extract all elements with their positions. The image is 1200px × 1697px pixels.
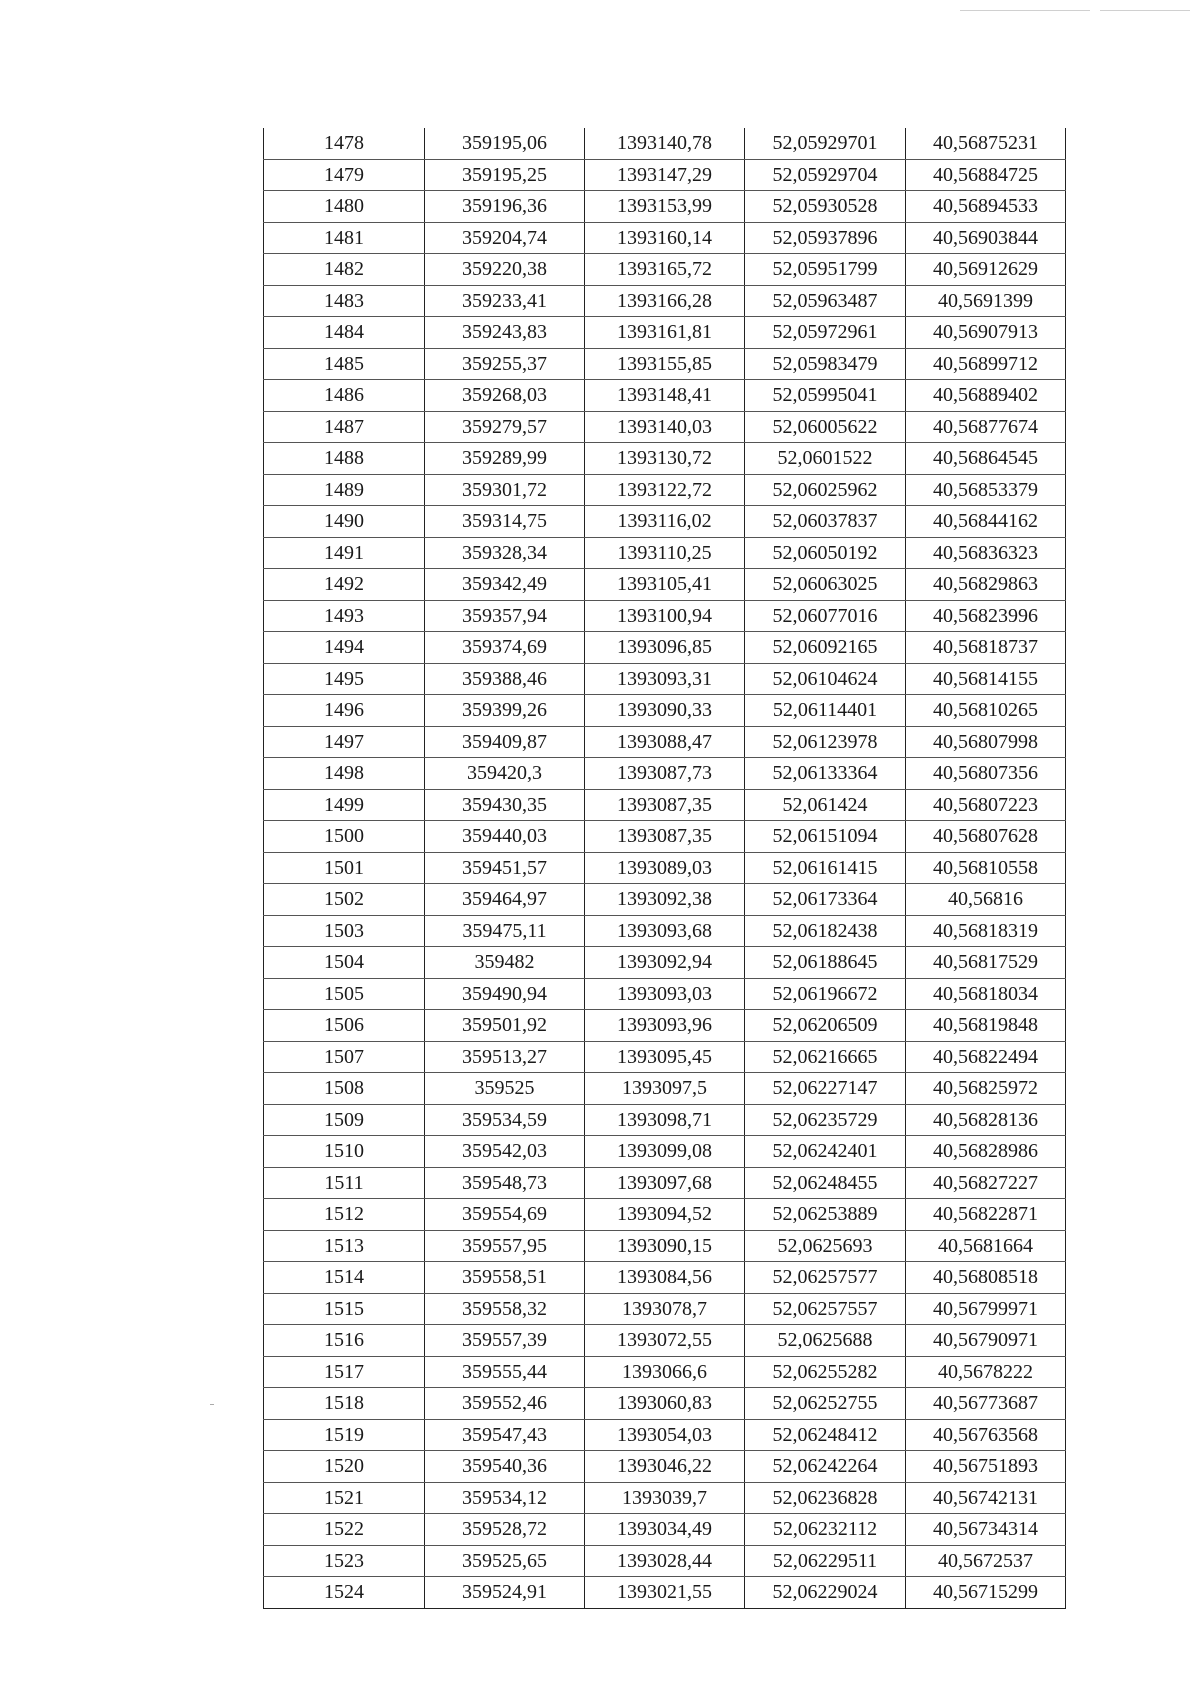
point-number-cell: 1507 <box>264 1041 425 1073</box>
x-coordinate-cell: 359268,03 <box>425 380 585 412</box>
point-number-cell: 1489 <box>264 474 425 506</box>
latitude-cell: 52,06242401 <box>745 1136 906 1168</box>
table-row <box>264 600 1066 632</box>
latitude-cell: 52,06257557 <box>745 1293 906 1325</box>
longitude-cell: 40,56844162 <box>906 506 1066 538</box>
x-coordinate-cell: 359255,37 <box>425 348 585 380</box>
latitude-cell: 52,06025962 <box>745 474 906 506</box>
point-number-cell: 1493 <box>264 600 425 632</box>
latitude-cell: 52,06114401 <box>745 695 906 727</box>
x-coordinate-cell: 359464,97 <box>425 884 585 916</box>
longitude-cell: 40,56894533 <box>906 191 1066 223</box>
y-coordinate-cell: 1393046,22 <box>585 1451 745 1483</box>
latitude-cell: 52,06236828 <box>745 1482 906 1514</box>
longitude-cell: 40,56829863 <box>906 569 1066 601</box>
latitude-cell: 52,06133364 <box>745 758 906 790</box>
x-coordinate-cell: 359399,26 <box>425 695 585 727</box>
table-row <box>264 663 1066 695</box>
longitude-cell: 40,5678222 <box>906 1356 1066 1388</box>
x-coordinate-cell: 359540,36 <box>425 1451 585 1483</box>
longitude-cell: 40,56751893 <box>906 1451 1066 1483</box>
x-coordinate-cell: 359475,11 <box>425 915 585 947</box>
y-coordinate-cell: 1393100,94 <box>585 600 745 632</box>
y-coordinate-cell: 1393060,83 <box>585 1388 745 1420</box>
point-number-cell: 1503 <box>264 915 425 947</box>
table-row <box>264 443 1066 475</box>
longitude-cell: 40,56889402 <box>906 380 1066 412</box>
point-number-cell: 1485 <box>264 348 425 380</box>
y-coordinate-cell: 1393096,85 <box>585 632 745 664</box>
longitude-cell: 40,56823996 <box>906 600 1066 632</box>
point-number-cell: 1513 <box>264 1230 425 1262</box>
point-number-cell: 1506 <box>264 1010 425 1042</box>
y-coordinate-cell: 1393054,03 <box>585 1419 745 1451</box>
table-row <box>264 1514 1066 1546</box>
longitude-cell: 40,56810558 <box>906 852 1066 884</box>
y-coordinate-cell: 1393099,08 <box>585 1136 745 1168</box>
x-coordinate-cell: 359552,46 <box>425 1388 585 1420</box>
point-number-cell: 1510 <box>264 1136 425 1168</box>
latitude-cell: 52,06196672 <box>745 978 906 1010</box>
x-coordinate-cell: 359314,75 <box>425 506 585 538</box>
latitude-cell: 52,06188645 <box>745 947 906 979</box>
x-coordinate-cell: 359196,36 <box>425 191 585 223</box>
table-row <box>264 1451 1066 1483</box>
point-number-cell: 1491 <box>264 537 425 569</box>
point-number-cell: 1496 <box>264 695 425 727</box>
x-coordinate-cell: 359374,69 <box>425 632 585 664</box>
point-number-cell: 1504 <box>264 947 425 979</box>
longitude-cell: 40,56817529 <box>906 947 1066 979</box>
latitude-cell: 52,06227147 <box>745 1073 906 1105</box>
table-row <box>264 1293 1066 1325</box>
y-coordinate-cell: 1393093,31 <box>585 663 745 695</box>
latitude-cell: 52,06182438 <box>745 915 906 947</box>
table-row <box>264 852 1066 884</box>
point-number-cell: 1498 <box>264 758 425 790</box>
longitude-cell: 40,56715299 <box>906 1577 1066 1609</box>
longitude-cell: 40,56790971 <box>906 1325 1066 1357</box>
longitude-cell: 40,5681664 <box>906 1230 1066 1262</box>
latitude-cell: 52,05972961 <box>745 317 906 349</box>
y-coordinate-cell: 1393028,44 <box>585 1545 745 1577</box>
latitude-cell: 52,05930528 <box>745 191 906 223</box>
latitude-cell: 52,06248412 <box>745 1419 906 1451</box>
latitude-cell: 52,06252755 <box>745 1388 906 1420</box>
table-row <box>264 380 1066 412</box>
point-number-cell: 1495 <box>264 663 425 695</box>
longitude-cell: 40,56807356 <box>906 758 1066 790</box>
point-number-cell: 1509 <box>264 1104 425 1136</box>
point-number-cell: 1519 <box>264 1419 425 1451</box>
latitude-cell: 52,061424 <box>745 789 906 821</box>
table-row <box>264 1356 1066 1388</box>
longitude-cell: 40,56912629 <box>906 254 1066 286</box>
y-coordinate-cell: 1393095,45 <box>585 1041 745 1073</box>
point-number-cell: 1500 <box>264 821 425 853</box>
x-coordinate-cell: 359243,83 <box>425 317 585 349</box>
longitude-cell: 40,56884725 <box>906 159 1066 191</box>
longitude-cell: 40,5691399 <box>906 285 1066 317</box>
y-coordinate-cell: 1393110,25 <box>585 537 745 569</box>
y-coordinate-cell: 1393116,02 <box>585 506 745 538</box>
y-coordinate-cell: 1393034,49 <box>585 1514 745 1546</box>
point-number-cell: 1494 <box>264 632 425 664</box>
point-number-cell: 1480 <box>264 191 425 223</box>
x-coordinate-cell: 359195,25 <box>425 159 585 191</box>
longitude-cell: 40,56810265 <box>906 695 1066 727</box>
point-number-cell: 1487 <box>264 411 425 443</box>
coordinates-table <box>263 128 1066 1609</box>
table-row <box>264 1010 1066 1042</box>
point-number-cell: 1497 <box>264 726 425 758</box>
x-coordinate-cell: 359409,87 <box>425 726 585 758</box>
longitude-cell: 40,56742131 <box>906 1482 1066 1514</box>
table-row <box>264 632 1066 664</box>
latitude-cell: 52,06253889 <box>745 1199 906 1231</box>
latitude-cell: 52,05995041 <box>745 380 906 412</box>
x-coordinate-cell: 359204,74 <box>425 222 585 254</box>
table-row <box>264 411 1066 443</box>
table-row <box>264 317 1066 349</box>
longitude-cell: 40,56828986 <box>906 1136 1066 1168</box>
point-number-cell: 1514 <box>264 1262 425 1294</box>
longitude-cell: 40,56907913 <box>906 317 1066 349</box>
longitude-cell: 40,56818737 <box>906 632 1066 664</box>
longitude-cell: 40,56807628 <box>906 821 1066 853</box>
y-coordinate-cell: 1393140,78 <box>585 128 745 159</box>
y-coordinate-cell: 1393140,03 <box>585 411 745 443</box>
point-number-cell: 1501 <box>264 852 425 884</box>
x-coordinate-cell: 359525,65 <box>425 1545 585 1577</box>
y-coordinate-cell: 1393039,7 <box>585 1482 745 1514</box>
latitude-cell: 52,06206509 <box>745 1010 906 1042</box>
y-coordinate-cell: 1393153,99 <box>585 191 745 223</box>
x-coordinate-cell: 359490,94 <box>425 978 585 1010</box>
table-row <box>264 1482 1066 1514</box>
latitude-cell: 52,06229024 <box>745 1577 906 1609</box>
table-row <box>264 1230 1066 1262</box>
longitude-cell: 40,56822871 <box>906 1199 1066 1231</box>
latitude-cell: 52,05983479 <box>745 348 906 380</box>
table-row <box>264 1136 1066 1168</box>
point-number-cell: 1508 <box>264 1073 425 1105</box>
latitude-cell: 52,05929701 <box>745 128 906 159</box>
point-number-cell: 1478 <box>264 128 425 159</box>
point-number-cell: 1499 <box>264 789 425 821</box>
longitude-cell: 40,56836323 <box>906 537 1066 569</box>
table-row <box>264 726 1066 758</box>
longitude-cell: 40,56822494 <box>906 1041 1066 1073</box>
table-row <box>264 506 1066 538</box>
point-number-cell: 1512 <box>264 1199 425 1231</box>
y-coordinate-cell: 1393090,15 <box>585 1230 745 1262</box>
x-coordinate-cell: 359554,69 <box>425 1199 585 1231</box>
scan-artifact-line <box>960 10 1090 11</box>
table-row <box>264 789 1066 821</box>
point-number-cell: 1521 <box>264 1482 425 1514</box>
x-coordinate-cell: 359430,35 <box>425 789 585 821</box>
point-number-cell: 1484 <box>264 317 425 349</box>
table-row <box>264 537 1066 569</box>
point-number-cell: 1481 <box>264 222 425 254</box>
x-coordinate-cell: 359558,51 <box>425 1262 585 1294</box>
x-coordinate-cell: 359420,3 <box>425 758 585 790</box>
table-row <box>264 1199 1066 1231</box>
x-coordinate-cell: 359342,49 <box>425 569 585 601</box>
latitude-cell: 52,06077016 <box>745 600 906 632</box>
longitude-cell: 40,56807223 <box>906 789 1066 821</box>
point-number-cell: 1522 <box>264 1514 425 1546</box>
latitude-cell: 52,06235729 <box>745 1104 906 1136</box>
x-coordinate-cell: 359279,57 <box>425 411 585 443</box>
longitude-cell: 40,56819848 <box>906 1010 1066 1042</box>
table-row <box>264 222 1066 254</box>
y-coordinate-cell: 1393093,68 <box>585 915 745 947</box>
point-number-cell: 1518 <box>264 1388 425 1420</box>
y-coordinate-cell: 1393087,35 <box>585 821 745 853</box>
scan-artifact-line <box>1100 10 1190 11</box>
y-coordinate-cell: 1393087,73 <box>585 758 745 790</box>
latitude-cell: 52,06255282 <box>745 1356 906 1388</box>
y-coordinate-cell: 1393160,14 <box>585 222 745 254</box>
x-coordinate-cell: 359357,94 <box>425 600 585 632</box>
latitude-cell: 52,05963487 <box>745 285 906 317</box>
table-row <box>264 191 1066 223</box>
table-row <box>264 1325 1066 1357</box>
point-number-cell: 1517 <box>264 1356 425 1388</box>
latitude-cell: 52,06063025 <box>745 569 906 601</box>
x-coordinate-cell: 359558,32 <box>425 1293 585 1325</box>
latitude-cell: 52,06104624 <box>745 663 906 695</box>
latitude-cell: 52,06248455 <box>745 1167 906 1199</box>
latitude-cell: 52,06037837 <box>745 506 906 538</box>
y-coordinate-cell: 1393155,85 <box>585 348 745 380</box>
y-coordinate-cell: 1393021,55 <box>585 1577 745 1609</box>
x-coordinate-cell: 359233,41 <box>425 285 585 317</box>
latitude-cell: 52,06005622 <box>745 411 906 443</box>
longitude-cell: 40,56799971 <box>906 1293 1066 1325</box>
table-row <box>264 1073 1066 1105</box>
latitude-cell: 52,06216665 <box>745 1041 906 1073</box>
y-coordinate-cell: 1393093,96 <box>585 1010 745 1042</box>
table-row <box>264 285 1066 317</box>
table-row <box>264 1545 1066 1577</box>
table-row <box>264 569 1066 601</box>
x-coordinate-cell: 359525 <box>425 1073 585 1105</box>
table-row <box>264 695 1066 727</box>
x-coordinate-cell: 359534,59 <box>425 1104 585 1136</box>
y-coordinate-cell: 1393097,5 <box>585 1073 745 1105</box>
longitude-cell: 40,56773687 <box>906 1388 1066 1420</box>
x-coordinate-cell: 359557,95 <box>425 1230 585 1262</box>
x-coordinate-cell: 359289,99 <box>425 443 585 475</box>
table-row <box>264 254 1066 286</box>
latitude-cell: 52,0601522 <box>745 443 906 475</box>
y-coordinate-cell: 1393088,47 <box>585 726 745 758</box>
x-coordinate-cell: 359501,92 <box>425 1010 585 1042</box>
x-coordinate-cell: 359557,39 <box>425 1325 585 1357</box>
y-coordinate-cell: 1393130,72 <box>585 443 745 475</box>
x-coordinate-cell: 359528,72 <box>425 1514 585 1546</box>
table-row <box>264 128 1066 159</box>
longitude-cell: 40,56763568 <box>906 1419 1066 1451</box>
table-row <box>264 978 1066 1010</box>
point-number-cell: 1502 <box>264 884 425 916</box>
y-coordinate-cell: 1393092,94 <box>585 947 745 979</box>
x-coordinate-cell: 359328,34 <box>425 537 585 569</box>
table-row <box>264 1388 1066 1420</box>
longitude-cell: 40,56734314 <box>906 1514 1066 1546</box>
latitude-cell: 52,0625688 <box>745 1325 906 1357</box>
x-coordinate-cell: 359547,43 <box>425 1419 585 1451</box>
longitude-cell: 40,56814155 <box>906 663 1066 695</box>
x-coordinate-cell: 359301,72 <box>425 474 585 506</box>
table-row <box>264 884 1066 916</box>
point-number-cell: 1505 <box>264 978 425 1010</box>
x-coordinate-cell: 359440,03 <box>425 821 585 853</box>
y-coordinate-cell: 1393093,03 <box>585 978 745 1010</box>
y-coordinate-cell: 1393090,33 <box>585 695 745 727</box>
latitude-cell: 52,05951799 <box>745 254 906 286</box>
point-number-cell: 1515 <box>264 1293 425 1325</box>
x-coordinate-cell: 359534,12 <box>425 1482 585 1514</box>
longitude-cell: 40,56875231 <box>906 128 1066 159</box>
longitude-cell: 40,56807998 <box>906 726 1066 758</box>
latitude-cell: 52,06232112 <box>745 1514 906 1546</box>
longitude-cell: 40,56877674 <box>906 411 1066 443</box>
y-coordinate-cell: 1393161,81 <box>585 317 745 349</box>
y-coordinate-cell: 1393147,29 <box>585 159 745 191</box>
x-coordinate-cell: 359548,73 <box>425 1167 585 1199</box>
table-row <box>264 1104 1066 1136</box>
longitude-cell: 40,56853379 <box>906 474 1066 506</box>
latitude-cell: 52,06173364 <box>745 884 906 916</box>
longitude-cell: 40,56899712 <box>906 348 1066 380</box>
longitude-cell: 40,56808518 <box>906 1262 1066 1294</box>
latitude-cell: 52,06123978 <box>745 726 906 758</box>
latitude-cell: 52,05929704 <box>745 159 906 191</box>
x-coordinate-cell: 359542,03 <box>425 1136 585 1168</box>
latitude-cell: 52,06092165 <box>745 632 906 664</box>
longitude-cell: 40,56818319 <box>906 915 1066 947</box>
latitude-cell: 52,06151094 <box>745 821 906 853</box>
table-row <box>264 915 1066 947</box>
point-number-cell: 1486 <box>264 380 425 412</box>
coordinates-table-body <box>264 128 1066 1608</box>
point-number-cell: 1488 <box>264 443 425 475</box>
y-coordinate-cell: 1393094,52 <box>585 1199 745 1231</box>
x-coordinate-cell: 359513,27 <box>425 1041 585 1073</box>
table-row <box>264 947 1066 979</box>
table-row <box>264 1262 1066 1294</box>
latitude-cell: 52,06229511 <box>745 1545 906 1577</box>
x-coordinate-cell: 359388,46 <box>425 663 585 695</box>
x-coordinate-cell: 359524,91 <box>425 1577 585 1609</box>
x-coordinate-cell: 359482 <box>425 947 585 979</box>
y-coordinate-cell: 1393098,71 <box>585 1104 745 1136</box>
x-coordinate-cell: 359555,44 <box>425 1356 585 1388</box>
table-row <box>264 1577 1066 1609</box>
table-row <box>264 758 1066 790</box>
point-number-cell: 1482 <box>264 254 425 286</box>
y-coordinate-cell: 1393066,6 <box>585 1356 745 1388</box>
latitude-cell: 52,06161415 <box>745 852 906 884</box>
longitude-cell: 40,56827227 <box>906 1167 1066 1199</box>
point-number-cell: 1492 <box>264 569 425 601</box>
y-coordinate-cell: 1393148,41 <box>585 380 745 412</box>
y-coordinate-cell: 1393092,38 <box>585 884 745 916</box>
y-coordinate-cell: 1393105,41 <box>585 569 745 601</box>
longitude-cell: 40,56828136 <box>906 1104 1066 1136</box>
y-coordinate-cell: 1393122,72 <box>585 474 745 506</box>
table-row <box>264 821 1066 853</box>
y-coordinate-cell: 1393084,56 <box>585 1262 745 1294</box>
y-coordinate-cell: 1393165,72 <box>585 254 745 286</box>
y-coordinate-cell: 1393078,7 <box>585 1293 745 1325</box>
longitude-cell: 40,56903844 <box>906 222 1066 254</box>
longitude-cell: 40,56825972 <box>906 1073 1066 1105</box>
longitude-cell: 40,56818034 <box>906 978 1066 1010</box>
point-number-cell: 1479 <box>264 159 425 191</box>
point-number-cell: 1511 <box>264 1167 425 1199</box>
latitude-cell: 52,05937896 <box>745 222 906 254</box>
point-number-cell: 1490 <box>264 506 425 538</box>
longitude-cell: 40,5672537 <box>906 1545 1066 1577</box>
table-row <box>264 348 1066 380</box>
x-coordinate-cell: 359220,38 <box>425 254 585 286</box>
table-row <box>264 1041 1066 1073</box>
longitude-cell: 40,56864545 <box>906 443 1066 475</box>
table-row <box>264 1167 1066 1199</box>
point-number-cell: 1483 <box>264 285 425 317</box>
longitude-cell: 40,56816 <box>906 884 1066 916</box>
scan-artifact-dot <box>210 1404 214 1405</box>
point-number-cell: 1523 <box>264 1545 425 1577</box>
y-coordinate-cell: 1393097,68 <box>585 1167 745 1199</box>
latitude-cell: 52,06050192 <box>745 537 906 569</box>
y-coordinate-cell: 1393089,03 <box>585 852 745 884</box>
point-number-cell: 1520 <box>264 1451 425 1483</box>
latitude-cell: 52,06242264 <box>745 1451 906 1483</box>
y-coordinate-cell: 1393072,55 <box>585 1325 745 1357</box>
table-row <box>264 1419 1066 1451</box>
y-coordinate-cell: 1393166,28 <box>585 285 745 317</box>
latitude-cell: 52,06257577 <box>745 1262 906 1294</box>
y-coordinate-cell: 1393087,35 <box>585 789 745 821</box>
latitude-cell: 52,0625693 <box>745 1230 906 1262</box>
point-number-cell: 1516 <box>264 1325 425 1357</box>
table-row <box>264 474 1066 506</box>
x-coordinate-cell: 359451,57 <box>425 852 585 884</box>
x-coordinate-cell: 359195,06 <box>425 128 585 159</box>
point-number-cell: 1524 <box>264 1577 425 1609</box>
table-row <box>264 159 1066 191</box>
